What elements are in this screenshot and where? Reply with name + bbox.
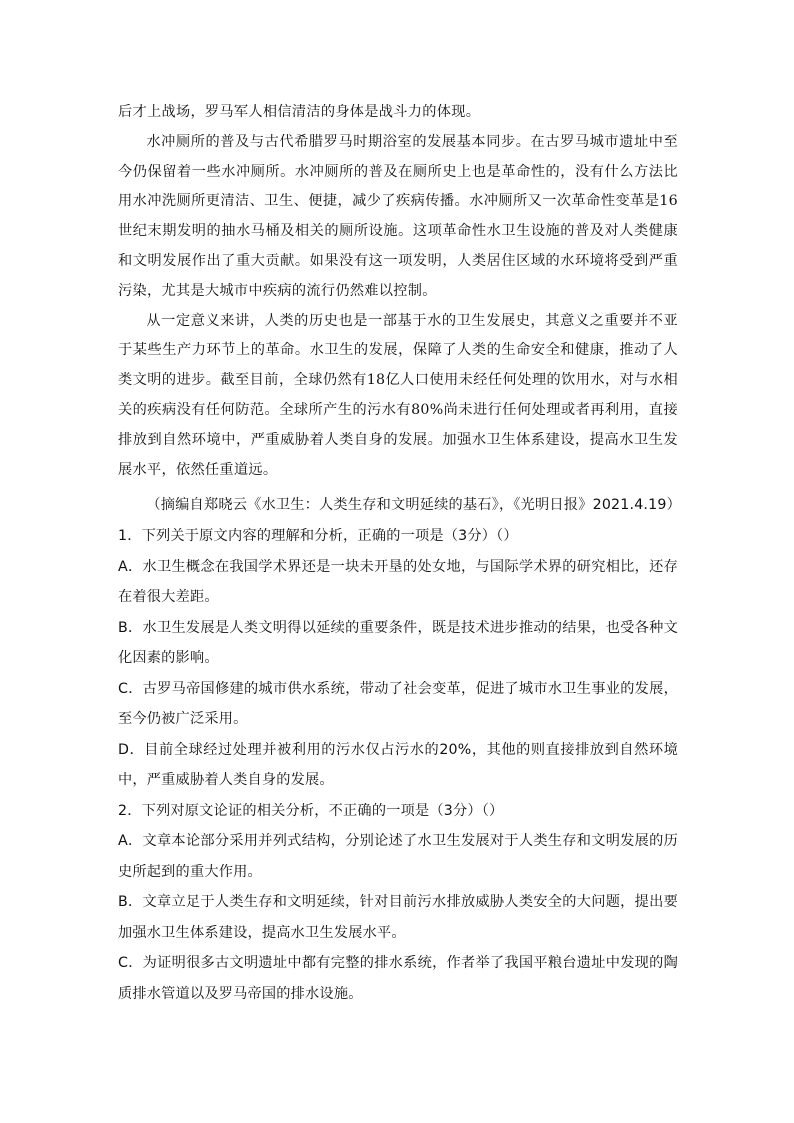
question-1-option-d: D．目前全球经过处理并被利用的污水仅占污水的20%，其他的则直接排放到自然环境中，严重威胁着人类自身的发展。	[118, 741, 678, 789]
question-1-option-c: C．古罗马帝国修建的城市供水系统，带动了社会变革，促进了城市水卫生事业的发展，至今仍被广泛采用。	[118, 680, 678, 728]
question-2-option-a: A．文章本论部分采用并列式结构，分别论述了水卫生发展对于人类生存和文明发展的历史所起到的重大作用。	[118, 833, 678, 880]
question-2-option-b: B．文章立足于人类生存和文明延续，针对目前污水排放威胁人类安全的大问题，提出要加强水卫生体系建设，提高水卫生发展水平。	[118, 894, 678, 941]
question-1-stem: 1．下列关于原文内容的理解和分析，正确的一项是（3分）（）	[118, 528, 518, 545]
question-list	[118, 521, 678, 1009]
page-content	[118, 98, 681, 1009]
article-source-citation: （摘编自郑晓云《水卫生：人类生存和文明延续的基石》，《光明日报》2021.4.19）	[146, 497, 681, 514]
question-2	[118, 796, 678, 1010]
question-1	[118, 521, 678, 796]
article-paragraph-continued: 后才上战场，罗马军人相信清洁的身体是战斗力的体现。	[118, 104, 481, 120]
article-paragraph-conclusion: 从一定意义来讲，人类的历史也是一部基于水的卫生发展史，其意义之重要并不亚于某些生产力环节上的革命。水卫生的发展，保障了人类的生命安全和健康，推动了人类文明的进步。截至目前，全球仍然有18亿人口使用未经任何处理的饮用水，对与水相关的疾病没有任何防范。全球所产生的污水有80%尚未进行任何处理或者再利用，直接排放到自然环境中，严重威胁着人类自身的发展。加强水卫生体系建设，提高水卫生发展水平，依然任重道远。	[118, 312, 678, 478]
question-1-option-b: B．水卫生发展是人类文明得以延续的重要条件，既是技术进步推动的结果，也受各种文化因素的影响。	[118, 619, 678, 667]
question-1-option-a: A．水卫生概念在我国学术界还是一块未开垦的处女地，与国际学术界的研究相比，还存在着很大差距。	[118, 558, 678, 606]
question-2-option-c: C．为证明很多古文明遗址中都有完整的排水系统，作者举了我国平粮台遗址中发现的陶质排水管道以及罗马帝国的排水设施。	[118, 955, 678, 1002]
article-excerpt	[118, 98, 678, 485]
question-2-stem: 2．下列对原文论证的相关分析，不正确的一项是（3分）（）	[118, 802, 504, 819]
article-paragraph-flush-toilets: 水冲厕所的普及与古代希腊罗马时期浴室的发展基本同步。在古罗马城市遗址中至今仍保留着一些水冲厕所。水冲厕所的普及在厕所史上也是革命性的，没有什么方法比用水冲洗厕所更清洁、卫生、便捷，减少了疾病传播。水冲厕所又一次革命性变革是16世纪末期发明的抽水马桶及相关的厕所设施。这项革命性水卫生设施的普及对人类健康和文明发展作出了重大贡献。如果没有这一项发明，人类居住区域的水环境将受到严重污染，尤其是大城市中疾病的流行仍然难以控制。	[118, 133, 678, 299]
